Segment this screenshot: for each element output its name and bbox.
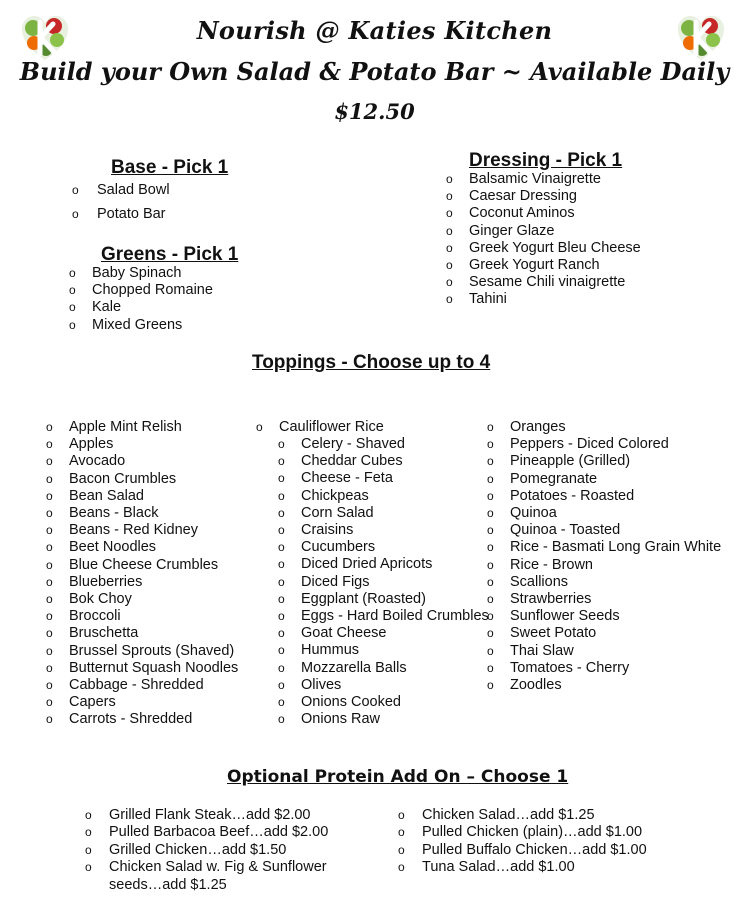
bullet-icon: o: [487, 506, 494, 521]
list-item-label: Sesame Chili vinaigrette: [469, 274, 626, 291]
base-list: [72, 178, 170, 226]
list-item: [446, 223, 641, 240]
dressing-list: [446, 171, 641, 309]
list-item-label: Avocado: [69, 453, 126, 470]
list-item-label: Kale: [92, 299, 122, 316]
list-item: [487, 643, 721, 660]
list-item-label: Chicken Salad w. Fig & Sunflower seeds…add $1.25: [109, 859, 327, 893]
list-item: [278, 539, 489, 556]
list-item-label: Brussel Sprouts (Shaved): [69, 642, 235, 659]
list-item-label: Chopped Romaine: [92, 282, 213, 299]
list-item: [446, 257, 641, 274]
bullet-icon: o: [446, 172, 453, 186]
list-item: [72, 178, 170, 202]
base-heading: Base - Pick 1: [111, 157, 229, 178]
bullet-icon: o: [278, 488, 285, 503]
bullet-icon: o: [487, 574, 494, 589]
bullet-icon: o: [487, 471, 494, 486]
list-item: [278, 694, 489, 711]
bullet-icon: o: [46, 471, 53, 486]
list-item: [46, 711, 238, 728]
list-item-label: Pulled Buffalo Chicken…add $1.00: [422, 841, 647, 858]
list-item-label: Eggplant (Roasted): [301, 590, 426, 607]
bullet-icon: o: [72, 183, 79, 197]
list-item: [46, 505, 238, 522]
bullet-icon: o: [278, 540, 285, 555]
bullet-icon: o: [446, 240, 453, 255]
list-item-label: Chicken Salad…add $1.25: [422, 807, 595, 823]
bullet-icon: o: [256, 420, 263, 434]
list-item-label: Potatoes - Roasted: [510, 487, 635, 504]
list-item: [46, 436, 238, 453]
bullet-icon: o: [487, 420, 494, 434]
bullet-icon: o: [446, 292, 453, 307]
bullet-icon: o: [446, 223, 453, 238]
list-item-label: Beet Noodles: [69, 539, 157, 556]
list-item: [487, 488, 721, 505]
list-item-label: Cheddar Cubes: [301, 453, 403, 470]
bullet-icon: o: [487, 609, 494, 624]
list-item-label: Quinoa: [510, 505, 557, 522]
toppings-col2-list: [278, 436, 489, 728]
list-item-label: Eggs - Hard Boiled Crumbles: [301, 608, 489, 625]
list-item: [446, 171, 641, 188]
list-item: [278, 591, 489, 608]
list-item-label: Cucumbers: [301, 539, 376, 556]
greens-heading: Greens - Pick 1: [101, 244, 239, 265]
bullet-icon: o: [46, 660, 53, 675]
list-item-label: Mozzarella Balls: [301, 659, 407, 676]
list-item-label: Peppers - Diced Colored: [510, 436, 669, 453]
list-item: [446, 291, 641, 308]
bullet-icon: o: [46, 437, 53, 452]
list-item: [278, 660, 489, 677]
bullet-icon: o: [398, 808, 405, 822]
list-item-label: Zoodles: [510, 677, 562, 694]
list-item: [446, 274, 641, 291]
list-item: [46, 522, 238, 539]
list-item-label: Capers: [69, 694, 116, 711]
list-item-label: Quinoa - Toasted: [510, 522, 621, 539]
list-item-label: Olives: [301, 676, 342, 693]
list-item-label: Pulled Chicken (plain)…add $1.00: [422, 824, 643, 841]
list-item-label: Scallions: [510, 573, 569, 590]
bullet-icon: o: [487, 592, 494, 607]
bullet-icon: o: [398, 842, 405, 857]
list-item: [487, 522, 721, 539]
list-item-label: Hummus: [301, 642, 360, 659]
list-item: [487, 539, 721, 556]
bullet-icon: o: [46, 454, 53, 469]
list-item-label: Carrots - Shredded: [69, 711, 193, 728]
list-item-label: Diced Dried Apricots: [301, 556, 433, 573]
list-item-label: Greek Yogurt Ranch: [469, 257, 600, 274]
protein-right-list: [398, 807, 647, 877]
list-item-label: Ginger Glaze: [469, 222, 555, 239]
list-item-label: Coconut Aminos: [469, 205, 575, 222]
list-item-label: Rice - Basmati Long Grain White: [510, 539, 722, 556]
list-item: [278, 677, 489, 694]
list-item-label: Caesar Dressing: [469, 188, 577, 205]
list-item: [278, 505, 489, 522]
bullet-icon: o: [46, 592, 53, 607]
list-item: [278, 522, 489, 539]
list-item: [278, 556, 489, 573]
list-item-label: Blue Cheese Crumbles: [69, 556, 219, 573]
list-item: [72, 202, 170, 226]
bullet-icon: o: [85, 842, 92, 857]
list-item-label: Pomegranate: [510, 470, 598, 487]
bullet-icon: o: [278, 609, 285, 624]
list-item: [69, 299, 213, 316]
list-item: [46, 539, 238, 556]
list-item: [487, 471, 721, 488]
list-item-label: Bok Choy: [69, 591, 132, 608]
bullet-icon: o: [446, 258, 453, 273]
list-item: [85, 842, 359, 859]
list-item: [46, 453, 238, 470]
list-item: [398, 842, 647, 859]
list-item-label: Corn Salad: [301, 504, 374, 521]
bullet-icon: o: [69, 300, 76, 315]
list-item-label: Balsamic Vinaigrette: [469, 171, 601, 187]
bullet-icon: o: [46, 695, 53, 710]
list-item: [278, 608, 489, 625]
bullet-icon: o: [487, 660, 494, 675]
list-item: [398, 807, 647, 824]
bullet-icon: o: [85, 825, 92, 840]
bullet-icon: o: [46, 557, 53, 572]
list-item: [278, 488, 489, 505]
list-item-label: Diced Figs: [301, 573, 370, 590]
list-item-label: Pineapple (Grilled): [510, 453, 631, 470]
list-item-label: Tahini: [469, 291, 507, 308]
bullet-icon: o: [46, 488, 53, 503]
list-item-label: Cabbage - Shredded: [69, 677, 204, 694]
list-item: [278, 642, 489, 659]
list-item: [46, 643, 238, 660]
list-item: [446, 205, 641, 222]
list-item: [487, 436, 721, 453]
bullet-icon: o: [487, 557, 494, 572]
list-item: [46, 608, 238, 625]
list-item: [487, 574, 721, 591]
toppings-col2-head-list: [256, 419, 384, 436]
list-item: [46, 625, 238, 642]
list-item-label: Rice - Brown: [510, 556, 593, 573]
toppings-col1-list: [46, 419, 238, 729]
list-item: [487, 660, 721, 677]
list-item: [398, 824, 647, 841]
bullet-icon: o: [278, 712, 285, 727]
bullet-icon: o: [446, 189, 453, 204]
list-item: [487, 625, 721, 642]
list-item-label: Beans - Red Kidney: [69, 522, 198, 539]
bullet-icon: o: [278, 695, 285, 710]
bullet-icon: o: [446, 206, 453, 221]
list-item: [446, 188, 641, 205]
bullet-icon: o: [278, 626, 285, 641]
list-item-label: Oranges: [510, 419, 566, 435]
list-item: [446, 240, 641, 257]
list-item-label: Bruschetta: [69, 625, 139, 642]
list-item: [487, 505, 721, 522]
list-item: [278, 453, 489, 470]
toppings-heading: Toppings - Choose up to 4: [252, 352, 491, 373]
toppings-col3-list: [487, 419, 721, 694]
menu-title: Nourish @ Katies Kitchen: [196, 16, 553, 45]
bullet-icon: o: [278, 471, 285, 486]
menu-price: $12.50: [334, 99, 415, 124]
list-item-label: Grilled Chicken…add $1.50: [109, 841, 287, 858]
list-item-label: Celery - Shaved: [301, 436, 405, 452]
protein-left-list: [85, 807, 359, 894]
bullet-icon: o: [487, 437, 494, 452]
list-item: [398, 859, 647, 876]
list-item-label: Potato Bar: [97, 206, 166, 222]
list-item: [487, 453, 721, 470]
bullet-icon: o: [487, 454, 494, 469]
bullet-icon: o: [46, 609, 53, 624]
list-item-label: Apples: [69, 436, 114, 453]
bullet-icon: o: [46, 540, 53, 555]
list-item: [487, 608, 721, 625]
bullet-icon: o: [278, 574, 285, 589]
bullet-icon: o: [398, 860, 405, 875]
list-item-label: Blueberries: [69, 573, 143, 590]
bullet-icon: o: [72, 207, 79, 221]
bullet-icon: o: [487, 643, 494, 658]
list-item-label: Bean Salad: [69, 487, 144, 504]
list-item: [69, 265, 213, 282]
list-item: [46, 488, 238, 505]
list-item-label: Broccoli: [69, 608, 121, 625]
list-item: [278, 711, 489, 728]
list-item-label: Salad Bowl: [97, 182, 170, 198]
list-item-label: Goat Cheese: [301, 625, 387, 642]
list-item: [487, 591, 721, 608]
bullet-icon: o: [46, 523, 53, 538]
bullet-icon: o: [446, 275, 453, 290]
list-item: [46, 574, 238, 591]
list-item: [46, 419, 238, 436]
bullet-icon: o: [46, 506, 53, 521]
bullet-icon: o: [46, 712, 53, 727]
greens-list: [69, 265, 213, 334]
bullet-icon: o: [278, 437, 285, 451]
bullet-icon: o: [69, 317, 76, 332]
bullet-icon: o: [85, 860, 92, 875]
bullet-icon: o: [85, 808, 92, 822]
bullet-icon: o: [46, 420, 53, 434]
bullet-icon: o: [278, 454, 285, 469]
list-item-label: Apple Mint Relish: [69, 419, 182, 435]
list-item: [487, 419, 721, 436]
list-item: [69, 282, 213, 299]
list-item: [46, 471, 238, 488]
list-item: [85, 807, 359, 824]
bullet-icon: o: [278, 505, 285, 520]
list-item: [85, 824, 359, 841]
list-item-label: Craisins: [301, 522, 354, 539]
bullet-icon: o: [69, 283, 76, 298]
list-item: [278, 470, 489, 487]
dressing-heading: Dressing - Pick 1: [469, 150, 623, 171]
list-item-label: Onions Raw: [301, 711, 380, 728]
list-item-label: Thai Slaw: [510, 642, 574, 659]
list-item-label: Mixed Greens: [92, 316, 183, 333]
list-item: [487, 557, 721, 574]
bullet-icon: o: [278, 591, 285, 606]
bullet-icon: o: [46, 574, 53, 589]
list-item-label: Greek Yogurt Bleu Cheese: [469, 239, 641, 256]
bullet-icon: o: [278, 660, 285, 675]
list-item: [85, 859, 359, 894]
protein-heading: Optional Protein Add On – Choose 1: [227, 767, 569, 787]
list-item: [46, 677, 238, 694]
list-item-label: Baby Spinach: [92, 265, 182, 281]
list-item-label: Grilled Flank Steak…add $2.00: [109, 807, 311, 823]
list-item: [487, 677, 721, 694]
menu-subtitle: Build your Own Salad & Potato Bar ~ Available Daily: [19, 57, 730, 86]
list-item: [46, 694, 238, 711]
list-item: [278, 436, 489, 453]
list-item: [69, 317, 213, 334]
list-item: [46, 591, 238, 608]
bullet-icon: o: [278, 523, 285, 538]
bullet-icon: o: [46, 626, 53, 641]
bullet-icon: o: [487, 488, 494, 503]
bullet-icon: o: [46, 643, 53, 658]
bullet-icon: o: [487, 523, 494, 538]
list-item-label: Butternut Squash Noodles: [69, 659, 239, 676]
list-item: [278, 625, 489, 642]
list-item-label: Chickpeas: [301, 487, 369, 504]
bullet-icon: o: [398, 825, 405, 840]
bullet-icon: o: [46, 678, 53, 693]
bullet-icon: o: [487, 540, 494, 555]
list-item-label: Bacon Crumbles: [69, 470, 177, 487]
list-item-label: Sweet Potato: [510, 625, 597, 642]
list-item: o Cauliflower Rice: [256, 419, 384, 435]
bullet-icon: o: [278, 677, 285, 692]
bullet-icon: o: [487, 678, 494, 693]
list-item: [278, 574, 489, 591]
list-item-label: Cheese - Feta: [301, 470, 393, 487]
bullet-icon: o: [69, 266, 76, 280]
bullet-icon: o: [487, 626, 494, 641]
list-item-label: Pulled Barbacoa Beef…add $2.00: [109, 824, 329, 841]
bullet-icon: o: [278, 643, 285, 658]
list-item: [46, 660, 238, 677]
list-item-label: Sunflower Seeds: [510, 608, 620, 625]
list-item-label: Strawberries: [510, 591, 592, 608]
bullet-icon: o: [278, 557, 285, 572]
list-item-label: Beans - Black: [69, 505, 159, 522]
list-item-label: Onions Cooked: [301, 694, 401, 711]
list-item: [46, 557, 238, 574]
list-item-label: Tomatoes - Cherry: [510, 659, 630, 676]
list-item-label: Tuna Salad…add $1.00: [422, 859, 575, 876]
